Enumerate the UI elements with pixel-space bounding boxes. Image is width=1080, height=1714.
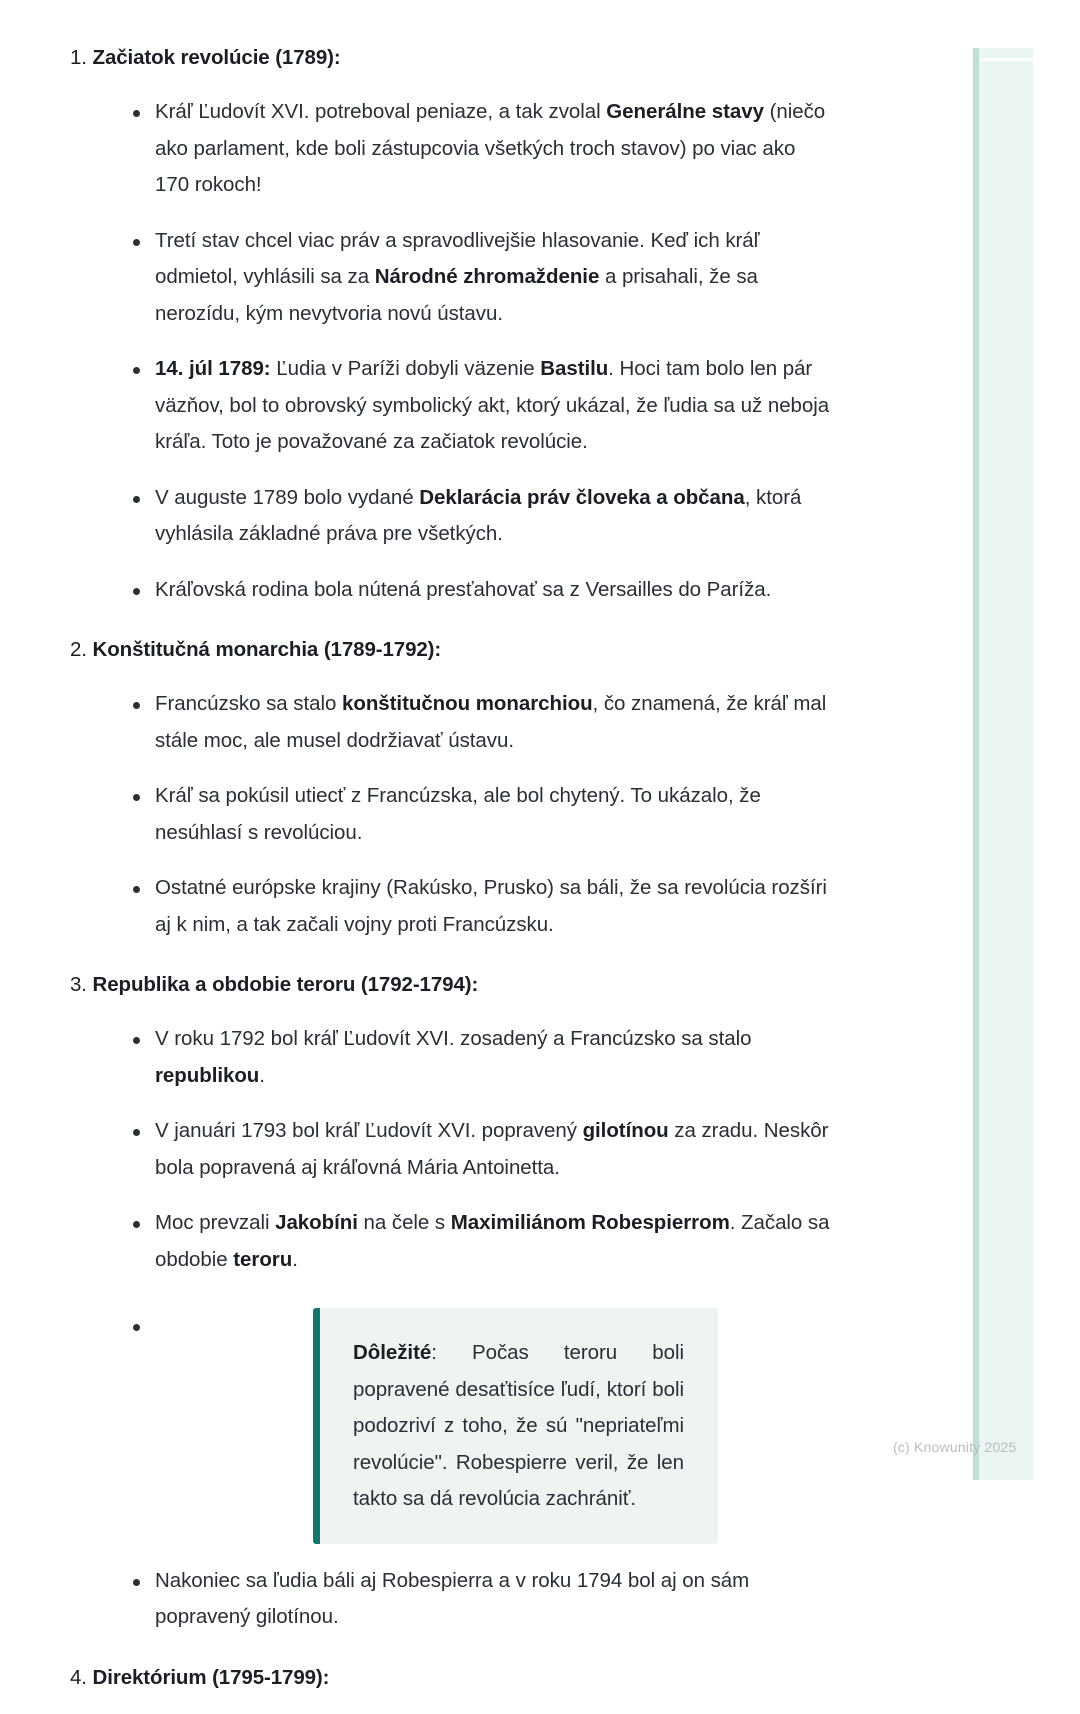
section-3 [0,971,940,1636]
section-heading-4 [0,1664,940,1692]
list-item: Tretí stav chcel viac práv a spravodlivejšie hlasovanie. Keď ich kráľ odmietol, vyhlásili sa za Národné zhromaždenie a prisahali, že sa nerozídu, kým nevytvoria novú ústavu. [0,223,940,333]
list-item: V januári 1793 bol kráľ Ľudovít XVI. popravený gilotínou za zradu. Neskôr bola popravená aj kráľovná Mária Antoinetta. [0,1113,940,1186]
list-item: Kráľ Ľudovít XVI. potreboval peniaze, a tak zvolal Generálne stavy (niečo ako parlament, kde boli zástupcovia všetkých troch stavov) po viac ako 170 rokoch! [0,94,940,204]
list-item: Moc prevzali Jakobíni na čele s Maximiliánom Robespierrom. Začalo sa obdobie teroru. [0,1205,940,1278]
section-heading-3 [0,971,940,999]
section-1 [0,44,940,608]
list-item: V roku 1792 bol kráľ Ľudovít XVI. zosadený a Francúzsko sa stalo republikou. [0,1021,940,1094]
section-number-3: 3. [70,973,87,996]
section-title-3: Republika a obdobie teroru (1792-1794): [92,973,479,996]
section-title-2: Konštitučná monarchia (1789-1792): [92,638,442,661]
bullet-list-2 [0,686,940,943]
list-item: Nakoniec sa ľudia báli aj Robespierra a v roku 1794 bol aj on sám popravený gilotínou. [0,1563,940,1636]
section-4 [0,1664,940,1692]
list-item: Kráľ sa pokúsil utiecť z Francúzska, ale bol chytený. To ukázalo, že nesúhlasí s revolúciou. [0,778,940,851]
callout-text: Dôležité: Počas teroru boli popravené desaťtisíce ľudí, ktorí boli podozriví z toho, že sú "nepriateľmi revolúcie". Robespierre veril, že len takto sa dá revolúcia zachrániť. [353,1341,684,1510]
list-item: Francúzsko sa stalo konštitučnou monarchiou, čo znamená, že kráľ mal stále moc, ale musel dodržiavať ústavu. [0,686,940,759]
list-item: V auguste 1789 bolo vydané Deklarácia práv človeka a občana, ktorá vyhlásila základné práva pre všetkých. [0,480,940,553]
important-callout [313,1308,718,1544]
list-item: 14. júl 1789: Ľudia v Paríži dobyli väzenie Bastilu. Hoci tam bolo len pár väzňov, bol to obrovský symbolický akt, ktorý ukázal, že ľudia sa už neboja kráľa. Toto je považované za začiatok revolúcie. [0,351,940,461]
section-heading-1 [0,44,940,72]
list-item: Kráľovská rodina bola nútená presťahovať sa z Versailles do Paríža. [0,572,940,609]
section-2 [0,636,940,943]
copyright-watermark: (c) Knowunity 2025 [893,1439,1017,1455]
bullet-list-3 [0,1021,940,1636]
section-number-2: 2. [70,638,87,661]
section-title-1: Začiatok revolúcie (1789): [92,46,341,69]
section-number-4: 4. [70,1665,87,1689]
section-heading-2 [0,636,940,664]
section-title-4: Direktórium (1795-1799): [92,1665,330,1689]
bullet-list-1 [0,94,940,608]
list-item: Ostatné európske krajiny (Rakúsko, Prusko) sa báli, že sa revolúcia rozšíri aj k nim, a tak začali vojny proti Francúzsku. [0,870,940,943]
section-number-1: 1. [70,46,87,69]
callout-list-item [0,1308,940,1544]
page-edge-strip [973,48,1033,1480]
strip-highlight-line [979,58,1033,61]
